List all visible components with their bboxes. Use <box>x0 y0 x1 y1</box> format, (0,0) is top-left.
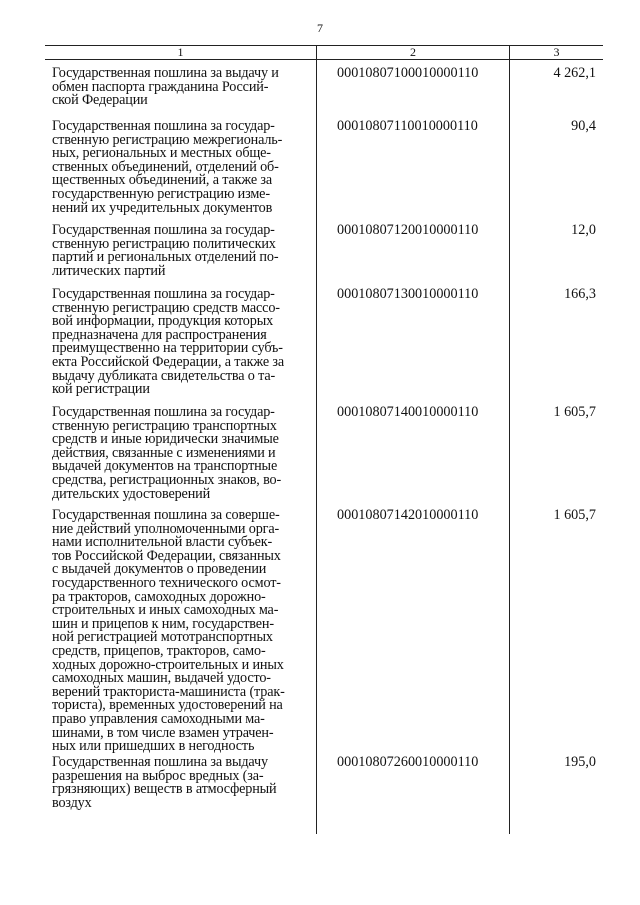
row-amount-cell: 90,4 <box>571 118 596 134</box>
row-name-line: шин и прицепов к ним, государствен- <box>52 615 274 632</box>
row-code-cell: 00010807100010000110 <box>337 65 479 81</box>
row-name-line: ние действий уполномоченными орга- <box>52 520 280 537</box>
row-name-line: государственного технического осмот- <box>52 574 281 591</box>
row-name-line: самоходных машин, выдачей удосто- <box>52 670 271 687</box>
row-name-line: Государственная пошлина за государ- <box>52 118 275 134</box>
header-col-1: 1 <box>177 45 184 59</box>
row-name-line: средств, прицепов, тракторов, само- <box>52 642 266 659</box>
row-name-line: щественных объединений, а также за <box>52 172 272 189</box>
row-name-line: верений тракториста-машиниста (трак- <box>52 683 285 700</box>
row-name-line: выдачей документов на транспортные <box>52 458 278 475</box>
row-name-line: ственную регистрацию средств массо- <box>52 299 280 316</box>
row-name-line: с выдачей документов о проведении <box>52 561 267 578</box>
row-name-line: средства, регистрационных знаков, во- <box>52 471 282 488</box>
row-name-line: Государственная пошлина за выдачу <box>52 754 268 770</box>
header-col-2: 2 <box>410 45 416 59</box>
row-name-cell <box>52 756 310 810</box>
row-name-line: Государственная пошлина за государ- <box>52 404 275 420</box>
row-code-cell: 00010807260010000110 <box>337 754 479 770</box>
row-name-line: ственную регистрацию политических <box>52 235 276 252</box>
row-name-line: ных или пришедших в негодность <box>52 738 255 755</box>
row-name-line: грязняющих) веществ в атмосферный <box>52 781 277 798</box>
row-name-line: нений их учредительных документов <box>52 199 273 216</box>
row-name-line: кой регистрации <box>52 381 150 398</box>
row-amount-cell: 166,3 <box>564 286 596 302</box>
row-name-line: выдачу дубликата свидетельства о та- <box>52 367 276 384</box>
column-divider-1 <box>316 45 317 834</box>
row-name-line: ственную регистрацию межрегиональ- <box>52 131 283 148</box>
page-number: 7 <box>317 21 323 35</box>
row-name-line: Государственная пошлина за государ- <box>52 286 275 302</box>
row-name-line: разрешения на выброс вредных (за- <box>52 767 264 784</box>
row-amount-cell: 1 605,7 <box>553 404 596 420</box>
row-name-cell <box>52 509 310 754</box>
row-name-cell <box>52 120 310 215</box>
row-amount-cell: 195,0 <box>564 754 596 770</box>
row-code-cell: 00010807110010000110 <box>337 118 478 134</box>
row-name-line: действия, связанные с изменениями и <box>52 444 276 461</box>
row-name-line: нами исполнительной власти субъек- <box>52 534 273 551</box>
row-name-line: ной регистрацией мототранспортных <box>52 629 273 646</box>
row-code-cell: 00010807142010000110 <box>337 507 479 523</box>
row-name-line: обмен паспорта гражданина Россий- <box>52 78 269 95</box>
row-name-line: средств и иные юридически значимые <box>52 431 279 448</box>
row-name-line: строительных и иных самоходных ма- <box>52 602 279 619</box>
row-name-line: воздух <box>52 794 92 811</box>
row-name-line: екта Российской Федерации, а также за <box>52 353 284 370</box>
header-col-3: 3 <box>553 45 560 59</box>
row-name-line: ственную регистрацию транспортных <box>52 417 277 434</box>
row-code-cell: 00010807130010000110 <box>337 286 479 302</box>
row-name-line: ных, региональных и местных обще- <box>52 145 271 162</box>
row-amount-cell: 12,0 <box>571 222 596 238</box>
row-name-line: ственных объединений, отделений об- <box>52 158 279 175</box>
row-name-line: преимущественно на территории субъ- <box>52 340 283 357</box>
row-amount-cell: 4 262,1 <box>553 65 596 81</box>
row-name-line: ториста), временных удостоверений на <box>52 697 283 714</box>
row-name-line: вой информации, продукция которых <box>52 313 274 330</box>
row-name-cell <box>52 288 310 397</box>
row-name-line: Государственная пошлина за соверше- <box>52 507 280 523</box>
row-name-line: право управления самоходными ма- <box>52 710 265 727</box>
row-name-line: шинами, в том числе взамен утрачен- <box>52 724 274 741</box>
row-name-line: ской Федерации <box>52 92 148 109</box>
row-code-cell: 00010807140010000110 <box>337 404 479 420</box>
row-name-line: ходных дорожно-строительных и иных <box>52 656 284 673</box>
row-name-line: Государственная пошлина за выдачу и <box>52 65 279 81</box>
row-name-cell <box>52 67 310 108</box>
row-name-line: предназначена для распространения <box>52 326 267 343</box>
row-name-line: партий и региональных отделений по- <box>52 249 279 266</box>
row-name-line: Государственная пошлина за государ- <box>52 222 275 238</box>
row-name-line: литических партий <box>52 262 166 279</box>
row-name-line: ра тракторов, самоходных дорожно- <box>52 588 266 605</box>
column-divider-2 <box>509 45 510 834</box>
row-code-cell: 00010807120010000110 <box>337 222 479 238</box>
row-name-line: тов Российской Федерации, связанных <box>52 547 281 564</box>
row-name-cell <box>52 406 310 501</box>
table-header-separator <box>45 59 603 60</box>
row-amount-cell: 1 605,7 <box>553 507 596 523</box>
row-name-line: дительских удостоверений <box>52 485 211 502</box>
row-name-cell <box>52 224 310 278</box>
row-name-line: государственную регистрацию изме- <box>52 185 270 202</box>
